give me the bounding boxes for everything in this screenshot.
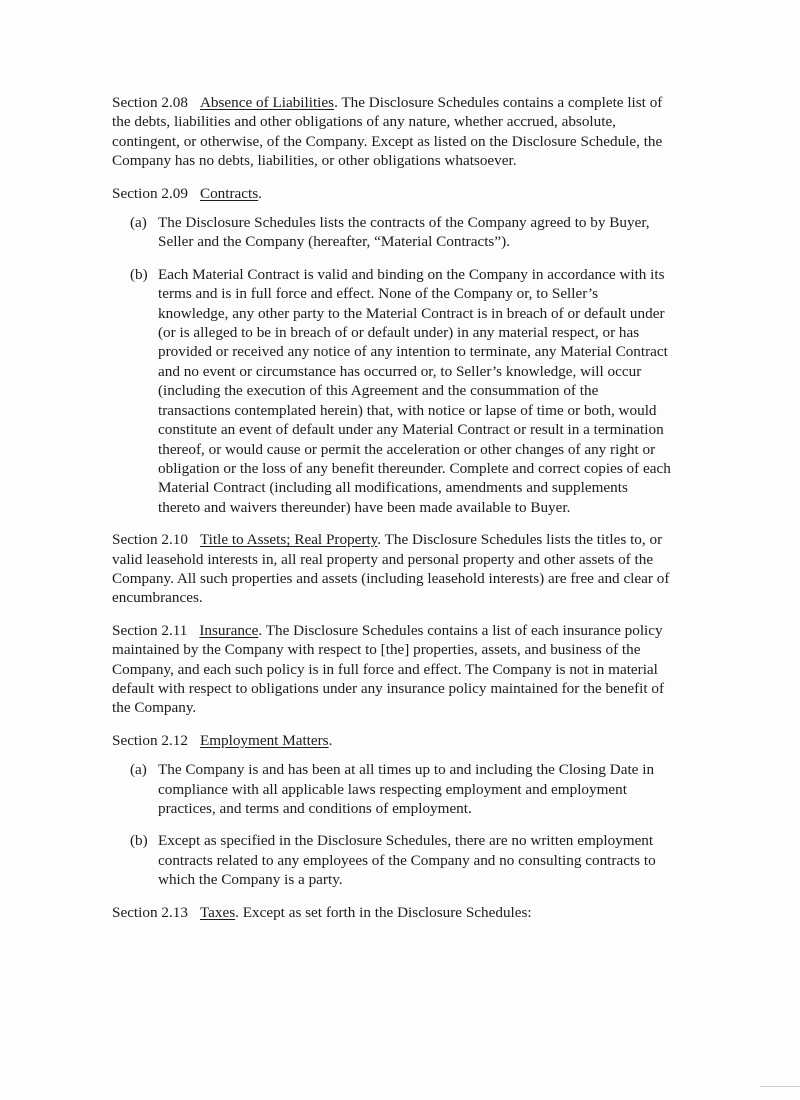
item-label: (a) (130, 761, 147, 779)
section-title: Taxes (199, 903, 236, 921)
item-text: Except as specified in the Disclosure Schedules, there are no written employment contracts related to any employees of the Company and no consulting contracts to which the Company is a party. (158, 832, 656, 889)
section-title: Absence of Liabilities (199, 94, 335, 111)
section-2-08 (112, 93, 672, 171)
section-title-period: . (328, 731, 333, 749)
list-item (130, 831, 672, 889)
section-title: Employment Matters (199, 731, 329, 749)
section-2-09-heading (112, 184, 672, 203)
item-text: The Disclosure Schedules lists the contracts of the Company agreed to by Buyer, Seller and the Company (hereafter, “Material Contracts”). (158, 214, 650, 251)
section-number: Section 2.09 (112, 184, 188, 202)
section-title: Title to Assets; Real Property (199, 531, 378, 549)
item-text: The Company is and has been at all times up to and including the Closing Date in compliance with all applicable laws respecting employment and employment practices, and terms and conditions of employment. (158, 761, 655, 817)
section-text: . The Disclosure Schedules lists the titles to, or valid leasehold interests in, all real property and personal property and other assets of the Company. All such properties and assets (including leasehold interests) are free and clear of encumbrances. (112, 531, 670, 607)
section-title: Contracts (199, 184, 259, 202)
section-2-12-heading (112, 731, 672, 750)
section-number: Section 2.10 (112, 531, 188, 549)
list-item (130, 265, 672, 517)
section-number: Section 2.13 (112, 903, 188, 921)
section-text: . Except as set forth in the Disclosure Schedules: (235, 903, 532, 921)
item-text: Each Material Contract is valid and binding on the Company in accordance with its terms and is in full force and effect. None of the Company or, to Seller’s knowledge, any other party to the Material Contract is in breach of or default under (or is alleged to be in breach of or default under) in any material respect, or has provided or received any notice of any intention to terminate, any Material Contract and no event or circumstance has occurred or, to Seller’s knowledge, will occur (including the execution of this Agreement and the consummation of the transactions contemplated herein) that, with notice or lapse of time or both, would constitute an event of default under any Material Contract or result in a termination thereof, or would cause or permit the acceleration or other changes of any right or obligation or the loss of any benefit thereunder. Complete and correct copies of each Material Contract (including all modifications, amendments and supplements thereto and waivers thereunder) have been made available to Buyer. (158, 265, 671, 516)
section-number: Section 2.11 (112, 621, 188, 639)
item-label: (b) (130, 265, 148, 283)
section-title-period: . (258, 184, 262, 202)
section-number: Section 2.12 (112, 731, 188, 749)
scan-edge-line (760, 1086, 800, 1087)
section-title: Insurance (199, 621, 259, 639)
item-label: (b) (130, 832, 148, 850)
list-item (130, 760, 672, 818)
list-item (130, 213, 672, 252)
section-text: . The Disclosure Schedules contains a complete list of the debts, liabilities and other obligations of any nature, whether accrued, absolute, contingent, or otherwise, of the Company. Except as listed on the Disclosure Schedule, the Company has no debts, liabilities, or other obligations whatsoever. (112, 94, 663, 170)
section-2-10 (112, 530, 672, 608)
section-2-11 (112, 621, 672, 718)
section-2-13 (112, 903, 672, 922)
document-body (112, 93, 672, 935)
section-number: Section 2.08 (112, 94, 188, 111)
item-label: (a) (130, 214, 147, 232)
section-text: . The Disclosure Schedules contains a list of each insurance policy maintained by the Company with respect to [the] properties, assets, and business of the Company, and each such policy is in full force and effect. The Company is not in material default with respect to obligations under any insurance policy maintained for the benefit of the Company. (112, 621, 665, 717)
